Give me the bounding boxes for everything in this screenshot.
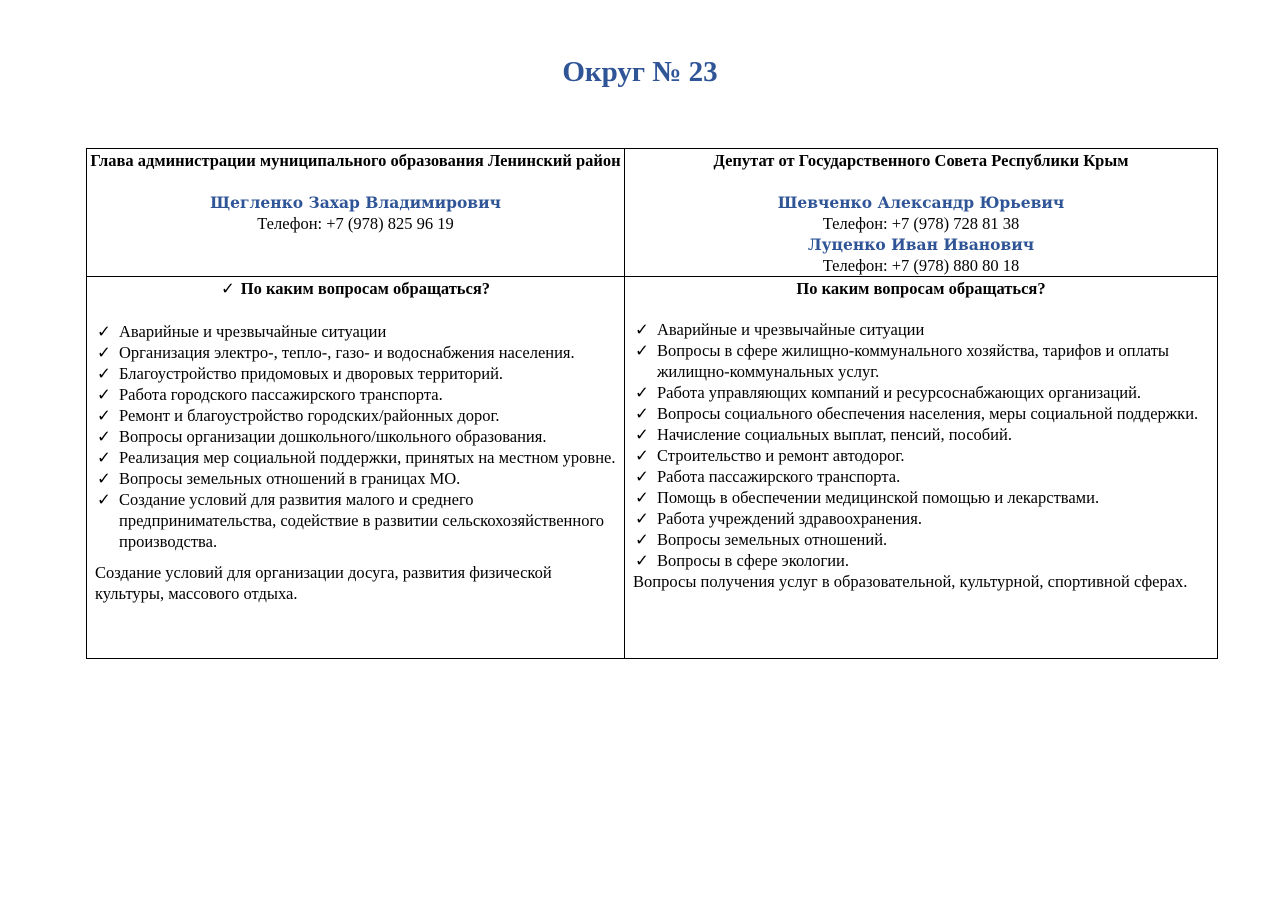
topic-text: Ремонт и благоустройство городских/районных дорог. [119, 406, 500, 425]
topic-text: Вопросы организации дошкольного/школьного образования. [119, 427, 547, 446]
topic-list-item [633, 508, 1209, 529]
check-mark-icon: ✓ [97, 469, 111, 488]
check-mark-icon: ✓ [97, 385, 111, 404]
topic-list-item [633, 550, 1209, 571]
right-topic-list [633, 319, 1209, 571]
topic-text: Аварийные и чрезвычайные ситуации [657, 320, 925, 339]
topic-list-item [95, 321, 616, 342]
topic-text: Вопросы земельных отношений. [657, 530, 888, 549]
check-mark-icon: ✓ [635, 530, 649, 549]
check-mark-icon: ✓ [97, 448, 111, 467]
topic-text: Начисление социальных выплат, пенсий, пособий. [657, 425, 1012, 444]
check-mark-icon: ✓ [635, 467, 649, 486]
check-mark-icon: ✓ [97, 427, 111, 446]
topic-list-item [95, 384, 616, 405]
check-mark-icon: ✓ [220, 279, 235, 298]
topic-text: Вопросы в сфере экологии. [657, 551, 850, 570]
topic-list-item [633, 529, 1209, 550]
topics-row [87, 277, 1218, 659]
check-mark-icon: ✓ [97, 406, 111, 425]
check-mark-icon: ✓ [635, 509, 649, 528]
topic-list-item [633, 382, 1209, 403]
topic-text: Вопросы социального обеспечения населения, меры социальной поддержки. [657, 404, 1199, 423]
topic-text: Благоустройство придомовых и дворовых территорий. [119, 364, 504, 383]
header-row [87, 149, 1218, 277]
topic-list-item [95, 405, 616, 426]
check-mark-icon: ✓ [635, 425, 649, 444]
check-mark-icon: ✓ [97, 343, 111, 362]
topic-text: Вопросы земельных отношений в границах МО. [119, 469, 461, 488]
right-header-cell [625, 149, 1218, 277]
right-person-name-2: Луценко Иван Иванович [807, 235, 1035, 254]
right-question-heading: По каким вопросам обращаться? [796, 279, 1046, 298]
right-person-phone-2: Телефон: +7 (978) 880 80 18 [822, 256, 1020, 275]
check-mark-icon: ✓ [635, 551, 649, 570]
topic-list-item [95, 468, 616, 489]
topic-text: Организация электро-, тепло-, газо- и водоснабжения населения. [119, 343, 575, 362]
topic-text: Работа пассажирского транспорта. [657, 467, 901, 486]
left-question-text: По каким вопросам обращаться? [240, 279, 491, 298]
left-header-cell [87, 149, 625, 277]
left-person-name: Щегленко Захар Владимирович [210, 193, 501, 212]
topic-list-item [633, 445, 1209, 466]
left-note: Создание условий для организации досуга, развития физической культуры, массового отдыха. [95, 563, 552, 603]
topic-list-item [95, 342, 616, 363]
page-title: Округ № 23 [562, 56, 718, 88]
topic-list-item [95, 426, 616, 447]
right-topics-cell [625, 277, 1218, 659]
check-mark-icon: ✓ [635, 404, 649, 423]
topic-list-item [633, 340, 1209, 382]
check-mark-icon: ✓ [635, 488, 649, 507]
topic-text: Помощь в обеспечении медицинской помощью и лекарствами. [657, 488, 1100, 507]
left-topics-cell [87, 277, 625, 659]
topic-text: Создание условий для развития малого и среднего предпринимательства, содействие в развитии сельскохозяйственного производства. [119, 490, 605, 551]
check-mark-icon: ✓ [97, 490, 111, 509]
topic-text: Работа городского пассажирского транспорта. [119, 385, 443, 404]
topic-list-item [95, 489, 616, 552]
left-topic-list [95, 321, 616, 552]
topic-list-item [633, 403, 1209, 424]
left-heading: Глава администрации муниципального образования Ленинский район [90, 151, 621, 170]
right-note: Вопросы получения услуг в образовательной, культурной, спортивной сферах. [633, 572, 1188, 591]
topic-list-item [633, 424, 1209, 445]
check-mark-icon: ✓ [635, 446, 649, 465]
topic-text: Реализация мер социальной поддержки, принятых на местном уровне. [119, 448, 616, 467]
check-mark-icon: ✓ [635, 320, 649, 339]
topic-text: Вопросы в сфере жилищно-коммунального хозяйства, тарифов и оплаты жилищно-коммунальных услуг. [657, 341, 1169, 381]
check-mark-icon: ✓ [635, 383, 649, 402]
check-mark-icon: ✓ [635, 341, 649, 360]
topic-list-item [95, 363, 616, 384]
topic-list-item [633, 487, 1209, 508]
topic-text: Строительство и ремонт автодорог. [657, 446, 905, 465]
check-mark-icon: ✓ [97, 364, 111, 383]
right-person-name-1: Шевченко Александр Юрьевич [777, 193, 1065, 212]
right-heading: Депутат от Государственного Совета Республики Крым [713, 151, 1129, 170]
topic-list-item [633, 319, 1209, 340]
topic-text: Работа учреждений здравоохранения. [657, 509, 922, 528]
topic-text: Работа управляющих компаний и ресурсоснабжающих организаций. [657, 383, 1142, 402]
topic-list-item [633, 466, 1209, 487]
topic-text: Аварийные и чрезвычайные ситуации [119, 322, 387, 341]
left-question-heading [95, 278, 616, 299]
check-mark-icon: ✓ [97, 322, 111, 341]
district-contacts-table [86, 148, 1218, 659]
topic-list-item [95, 447, 616, 468]
right-person-phone-1: Телефон: +7 (978) 728 81 38 [822, 214, 1020, 233]
left-person-phone: Телефон: +7 (978) 825 96 19 [257, 214, 454, 233]
